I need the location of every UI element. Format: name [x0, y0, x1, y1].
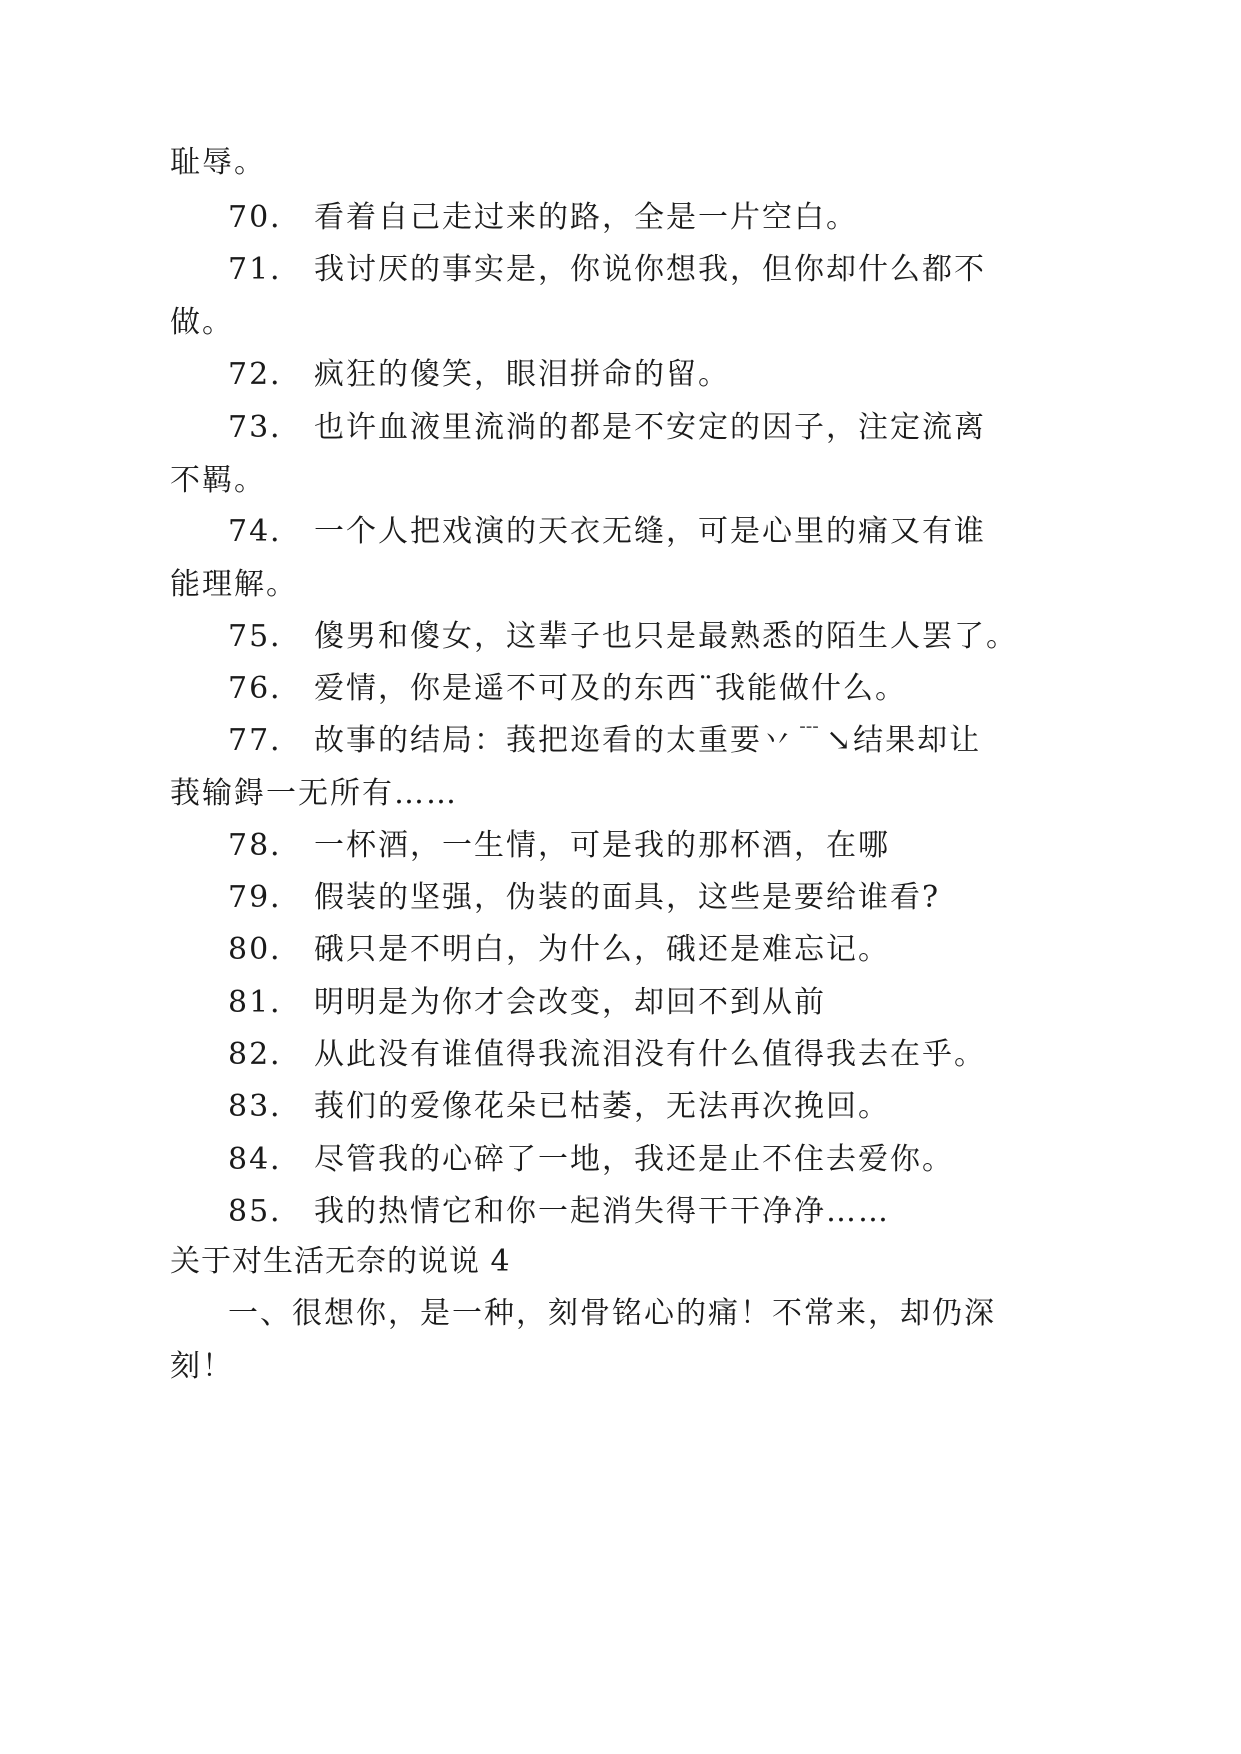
item-number: 79．	[228, 880, 303, 915]
item-number: 77．	[228, 723, 303, 758]
paragraph-line	[228, 1294, 996, 1334]
item-number: 81．	[228, 985, 303, 1020]
item-text: 莪们的爱像花朵已枯萎，无法再次挽回。	[314, 1089, 890, 1124]
item-number: 74．	[228, 514, 303, 549]
item-text: 一个人把戏演的天衣无缝，可是心里的痛又有谁	[314, 514, 986, 549]
item-number: 72．	[228, 357, 303, 392]
item-text: 故事的结局：莪把迩看的太重要丷﹉↘结果却让	[314, 723, 982, 758]
item-number: 75．	[228, 619, 303, 654]
text-line	[170, 774, 458, 814]
heading-text: 关于对生活无奈的说说 4	[170, 1244, 511, 1279]
item-text: 假装的坚强，伪装的面具，这些是要给谁看?	[314, 880, 941, 915]
item-text: 看着自己走过来的路，全是一片空白。	[314, 200, 858, 235]
item-text: 明明是为你才会改变，却回不到从前	[314, 985, 826, 1020]
line-text: 刻！	[170, 1349, 234, 1384]
list-item	[228, 617, 1018, 657]
line-text: 做。	[170, 305, 234, 340]
text-line	[170, 1347, 234, 1387]
item-number: 73．	[228, 410, 303, 445]
item-text: 也许血液里流淌的都是不安定的因子，注定流离	[314, 410, 986, 445]
text-line	[170, 565, 298, 605]
line-text: 耻辱。	[170, 145, 266, 180]
list-item	[228, 826, 890, 866]
list-item	[228, 1192, 890, 1232]
list-item	[228, 1087, 890, 1127]
item-text: 尽管我的心碎了一地，我还是止不住去爱你。	[314, 1142, 954, 1177]
item-text: 硪只是不明白，为什么，硪还是难忘记。	[314, 932, 890, 967]
list-item	[228, 1035, 986, 1075]
item-text: 我讨厌的事实是，你说你想我，但你却什么都不	[314, 252, 986, 287]
list-item	[228, 930, 890, 970]
item-number: 76．	[228, 671, 303, 706]
section-heading	[170, 1242, 511, 1282]
item-text: 从此没有谁值得我流泪没有什么值得我去在乎。	[314, 1037, 986, 1072]
item-number: 84．	[228, 1142, 303, 1177]
item-number: 85．	[228, 1194, 303, 1229]
list-item	[228, 721, 981, 761]
item-number: 83．	[228, 1089, 303, 1124]
item-number: 78．	[228, 828, 303, 863]
item-number: 82．	[228, 1037, 303, 1072]
item-text: 傻男和傻女，这辈子也只是最熟悉的陌生人罢了。	[314, 619, 1018, 654]
item-number: 80．	[228, 932, 303, 967]
list-item	[228, 669, 907, 709]
line-text: 不羁。	[170, 463, 266, 498]
line-text: 莪输鍀一无所有……	[170, 776, 458, 811]
text-line	[170, 303, 234, 343]
item-text: 疯狂的傻笑，眼泪拼命的留。	[314, 357, 730, 392]
text-line	[170, 143, 266, 183]
list-item	[228, 983, 826, 1023]
line-text: 能理解。	[170, 567, 298, 602]
item-text: 一杯酒，一生情，可是我的那杯酒，在哪	[314, 828, 890, 863]
list-item	[228, 355, 730, 395]
item-number: 71．	[228, 252, 303, 287]
list-item	[228, 408, 986, 448]
list-item	[228, 1140, 954, 1180]
text-line	[170, 461, 266, 501]
list-item	[228, 512, 986, 552]
item-text: 爱情，你是遥不可及的东西¨我能做什么。	[314, 671, 907, 706]
item-text: 我的热情它和你一起消失得干干净净……	[314, 1194, 890, 1229]
paragraph-text: 一、很想你，是一种，刻骨铭心的痛！不常来，却仍深	[228, 1296, 996, 1331]
list-item	[228, 250, 986, 290]
item-number: 70．	[228, 200, 303, 235]
list-item	[228, 878, 940, 918]
list-item	[228, 198, 858, 238]
